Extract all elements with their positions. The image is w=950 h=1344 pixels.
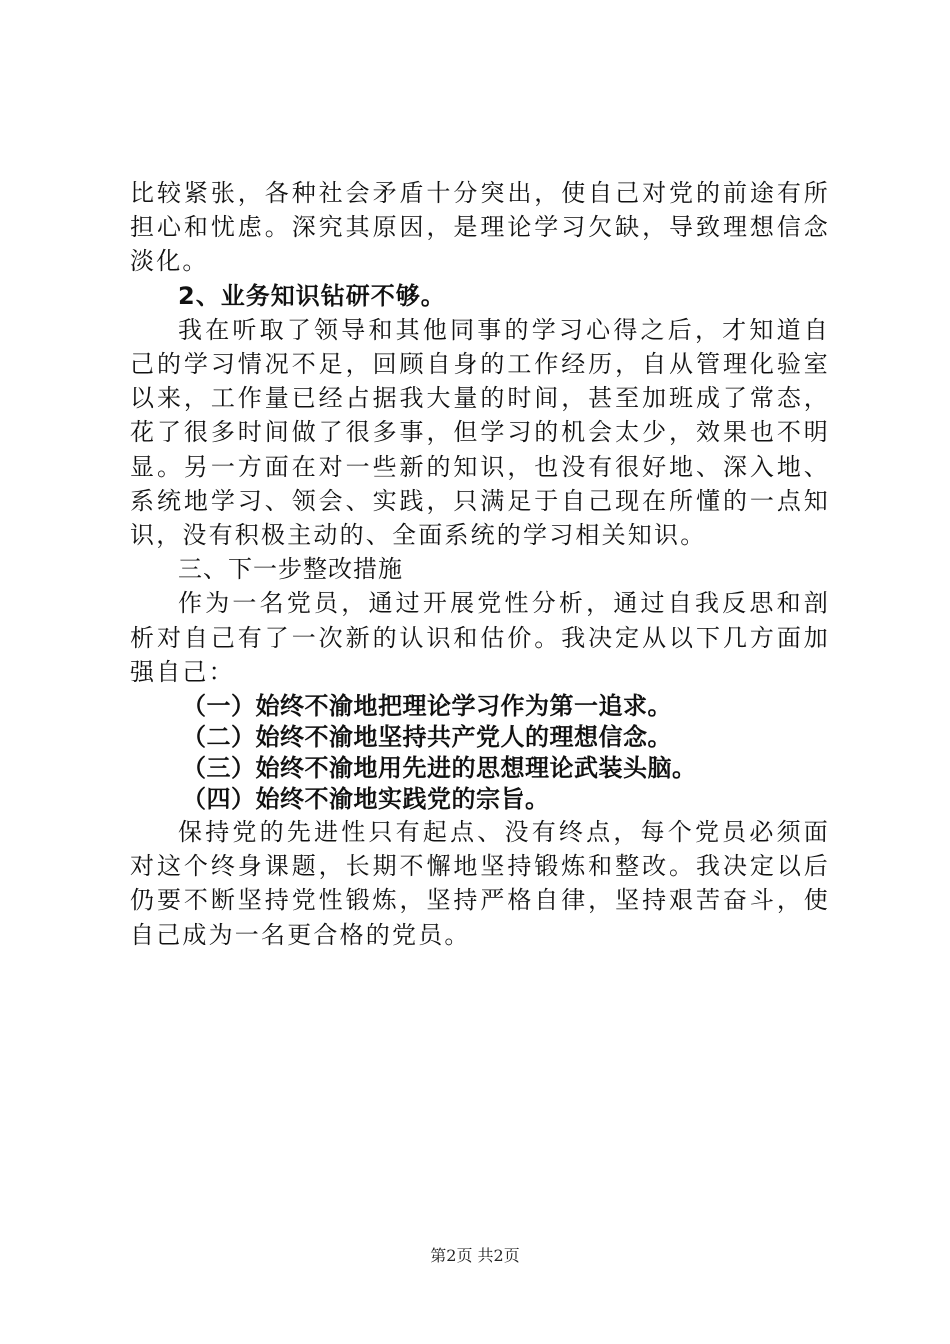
- paragraph-continuation: 比较紧张，各种社会矛盾十分突出，使自己对党的前途有所担心和忧虑。深究其原因，是理论学习欠缺，导致理想信念淡化。: [130, 179, 830, 276]
- section-heading-next-steps: 三、下一步整改措施: [178, 555, 403, 584]
- paragraph-business-knowledge: 我在听取了领导和其他同事的学习心得之后，才知道自己的学习情况不足，回顾自身的工作经历，自从管理化验室以来，工作量已经占据我大量的时间，甚至加班成了常态，花了很多时间做了很多事，但学习的机会太少，效果也不明显。另一方面在对一些新的知识，也没有很好地、深入地、系统地学习、领会、实践，只满足于自己现在所懂的一点知识，没有积极主动的、全面系统的学习相关知识。: [130, 315, 830, 550]
- section-heading-business-knowledge: 2、业务知识钻研不够。: [178, 281, 446, 310]
- measure-item-4: （四）始终不渝地实践党的宗旨。: [182, 785, 550, 814]
- page-footer: 第2页 共2页: [430, 1246, 520, 1265]
- measure-item-1: （一）始终不渝地把理论学习作为第一追求。: [182, 692, 672, 721]
- paragraph-next-steps-intro: 作为一名党员，通过开展党性分析，通过自我反思和剖析对自己有了一次新的认识和估价。我决定从以下几方面加强自己：: [130, 589, 830, 686]
- measure-item-3: （三）始终不渝地用先进的思想理论武装头脑。: [182, 754, 697, 783]
- measure-item-2: （二）始终不渝地坚持共产党人的理想信念。: [182, 723, 672, 752]
- paragraph-conclusion: 保持党的先进性只有起点、没有终点，每个党员必须面对这个终身课题，长期不懈地坚持锻炼和整改。我决定以后仍要不断坚持党性锻炼，坚持严格自律，坚持艰苦奋斗，使自己成为一名更合格的党员。: [130, 818, 830, 949]
- document-body: [130, 176, 830, 952]
